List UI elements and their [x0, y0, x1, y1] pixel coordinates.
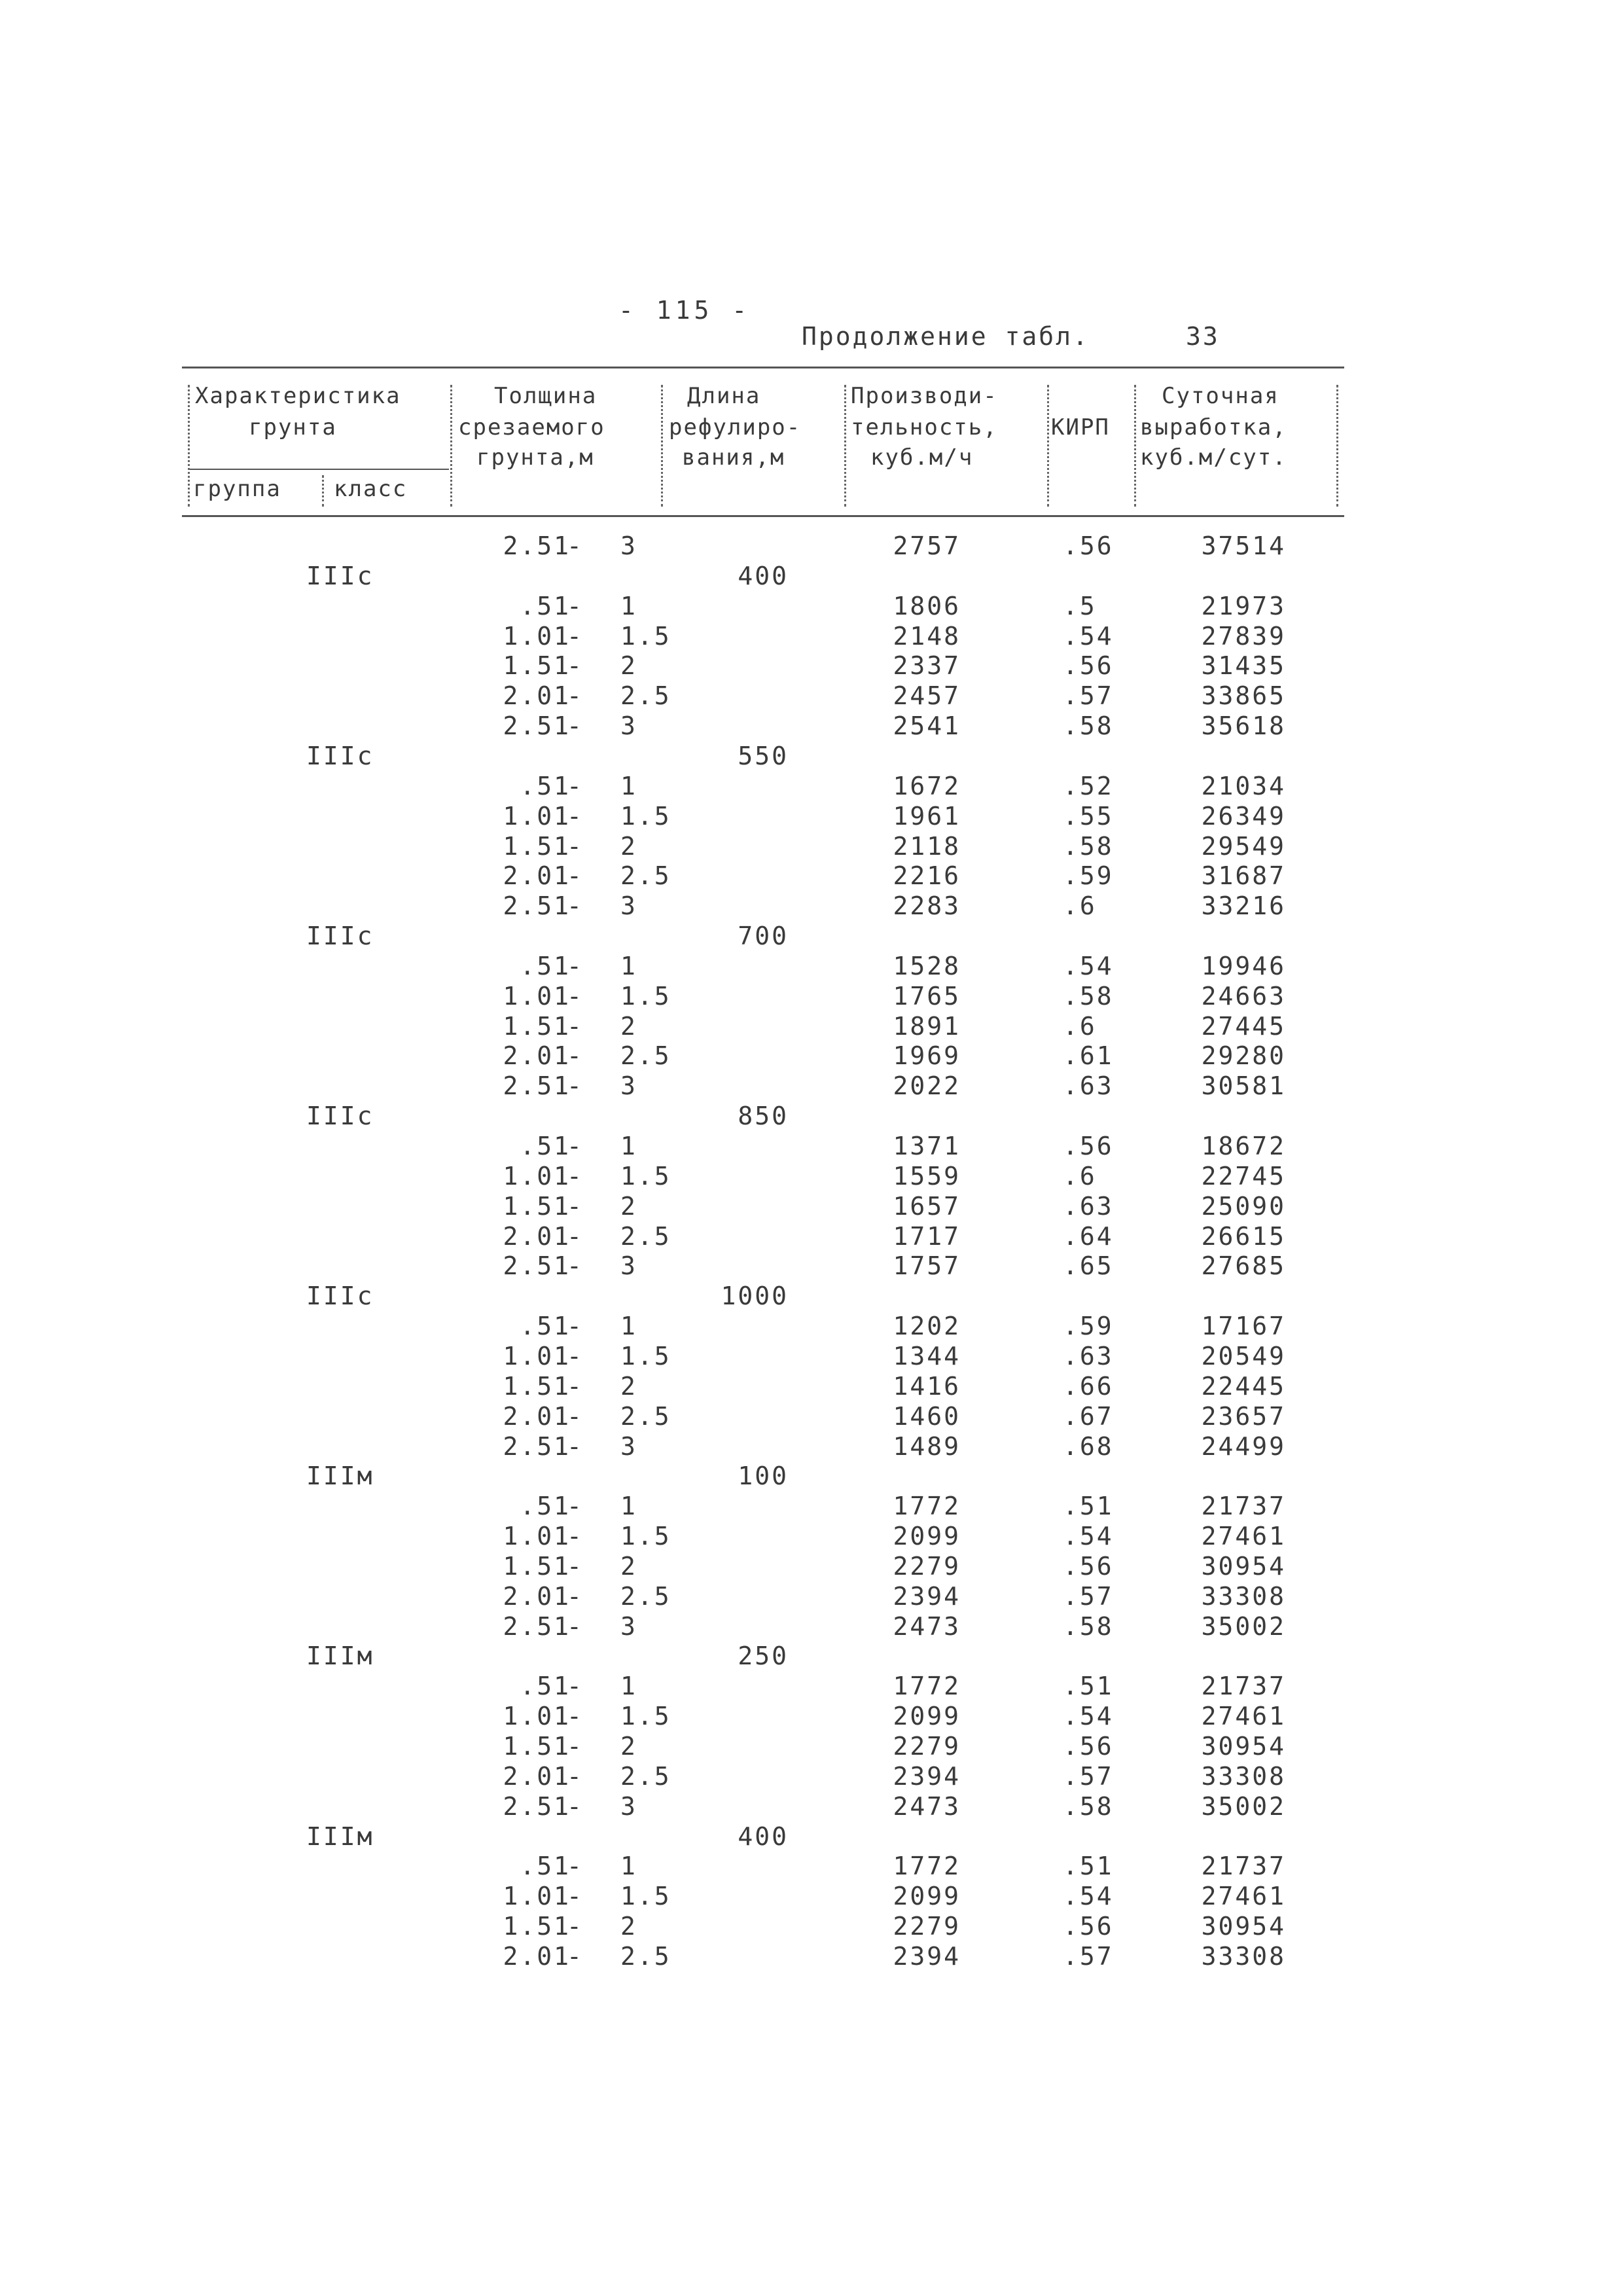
thickness-from: .51: [520, 1672, 571, 1700]
daily-output-value: 22745: [1201, 1162, 1286, 1191]
thickness-from: 1.51: [503, 1012, 571, 1041]
daily-output-value: 33216: [1201, 891, 1286, 920]
dredging-length: 850: [738, 1102, 789, 1130]
thickness-to: 3: [620, 1432, 637, 1461]
range-dash: -: [567, 1762, 584, 1791]
kirp-value: .56: [1063, 651, 1114, 680]
kirp-value: .63: [1063, 1071, 1114, 1100]
soil-class: IIIм: [306, 1462, 374, 1490]
thickness-from: 1.51: [503, 1552, 571, 1581]
kirp-value: .54: [1063, 622, 1114, 651]
daily-output-value: 27461: [1201, 1702, 1286, 1731]
kirp-value: .52: [1063, 772, 1114, 800]
range-dash: -: [567, 1132, 584, 1160]
thickness-to: 3: [620, 1071, 637, 1100]
thickness-from: 1.51: [503, 1912, 571, 1941]
header-thickness-line2: срезаемого: [458, 414, 605, 440]
daily-output-value: 27685: [1201, 1251, 1286, 1280]
kirp-value: .56: [1063, 1732, 1114, 1761]
header-productivity-line1: Производи-: [851, 383, 998, 409]
productivity-value: 2216: [893, 861, 961, 890]
productivity-value: 2394: [893, 1582, 961, 1611]
soil-class: IIIc: [306, 1102, 374, 1130]
thickness-from: 2.51: [503, 891, 571, 920]
range-dash: -: [567, 651, 584, 680]
kirp-value: .6: [1063, 891, 1097, 920]
thickness-from: 1.01: [503, 1162, 571, 1191]
daily-output-value: 29549: [1201, 832, 1286, 861]
kirp-value: .66: [1063, 1372, 1114, 1401]
kirp-value: .5: [1063, 592, 1097, 620]
daily-output-value: 31435: [1201, 651, 1286, 680]
productivity-value: 1202: [893, 1312, 961, 1340]
kirp-value: .55: [1063, 802, 1114, 831]
range-dash: -: [567, 1942, 584, 1971]
range-dash: -: [567, 1852, 584, 1880]
header-daily-line1: Суточная: [1162, 383, 1279, 409]
thickness-to: 1.5: [620, 982, 671, 1011]
productivity-value: 1416: [893, 1372, 961, 1401]
thickness-from: 2.51: [503, 711, 571, 740]
header-daily-line2: выработка,: [1140, 414, 1287, 440]
thickness-to: 3: [620, 531, 637, 560]
thickness-to: 2: [620, 1912, 637, 1941]
thickness-to: 2.5: [620, 1041, 671, 1070]
thickness-from: 1.51: [503, 1732, 571, 1761]
range-dash: -: [567, 1192, 584, 1221]
daily-output-value: 26349: [1201, 802, 1286, 831]
kirp-value: .56: [1063, 1912, 1114, 1941]
thickness-to: 1: [620, 1852, 637, 1880]
range-dash: -: [567, 861, 584, 890]
kirp-value: .51: [1063, 1672, 1114, 1700]
daily-output-value: 21973: [1201, 592, 1286, 620]
daily-output-value: 20549: [1201, 1342, 1286, 1371]
dredging-length: 100: [738, 1462, 789, 1490]
dredging-length: 400: [738, 1822, 789, 1851]
range-dash: -: [567, 1882, 584, 1910]
thickness-to: 3: [620, 1251, 637, 1280]
productivity-value: 2394: [893, 1942, 961, 1971]
daily-output-value: 33308: [1201, 1762, 1286, 1791]
productivity-value: 2394: [893, 1762, 961, 1791]
daily-output-value: 33308: [1201, 1582, 1286, 1611]
thickness-to: 2: [620, 651, 637, 680]
daily-output-value: 30581: [1201, 1071, 1286, 1100]
productivity-value: 2283: [893, 891, 961, 920]
header-length-line3: вания,м: [682, 444, 785, 471]
thickness-to: 2: [620, 1732, 637, 1761]
thickness-from: 1.01: [503, 982, 571, 1011]
kirp-value: .68: [1063, 1432, 1114, 1461]
range-dash: -: [567, 1552, 584, 1581]
thickness-to: 2.5: [620, 1942, 671, 1971]
continuation-label: Продолжение табл.: [802, 322, 1090, 351]
header-thickness-line3: грунта,м: [476, 444, 594, 471]
thickness-to: 1.5: [620, 1702, 671, 1731]
header-daily-line3: куб.м/сут.: [1140, 444, 1287, 471]
thickness-from: 2.51: [503, 531, 571, 560]
thickness-from: 1.51: [503, 832, 571, 861]
daily-output-value: 23657: [1201, 1402, 1286, 1431]
header-length-line2: рефулиро-: [669, 414, 802, 440]
thickness-to: 3: [620, 1612, 637, 1641]
thickness-from: 2.51: [503, 1251, 571, 1280]
kirp-value: .54: [1063, 952, 1114, 980]
kirp-value: .58: [1063, 1792, 1114, 1821]
daily-output-value: 21737: [1201, 1672, 1286, 1700]
thickness-to: 1.5: [620, 1882, 671, 1910]
daily-output-value: 26615: [1201, 1222, 1286, 1251]
kirp-value: .6: [1063, 1012, 1097, 1041]
range-dash: -: [567, 1432, 584, 1461]
range-dash: -: [567, 891, 584, 920]
kirp-value: .54: [1063, 1702, 1114, 1731]
daily-output-value: 27445: [1201, 1012, 1286, 1041]
range-dash: -: [567, 1702, 584, 1731]
dredging-length: 1000: [721, 1282, 789, 1310]
thickness-from: 2.01: [503, 681, 571, 710]
thickness-from: 2.51: [503, 1071, 571, 1100]
productivity-value: 1460: [893, 1402, 961, 1431]
range-dash: -: [567, 1912, 584, 1941]
daily-output-value: 25090: [1201, 1192, 1286, 1221]
thickness-from: .51: [520, 1312, 571, 1340]
range-dash: -: [567, 1732, 584, 1761]
range-dash: -: [567, 1612, 584, 1641]
daily-output-value: 21737: [1201, 1492, 1286, 1520]
kirp-value: .58: [1063, 711, 1114, 740]
kirp-value: .57: [1063, 1942, 1114, 1971]
productivity-value: 2473: [893, 1612, 961, 1641]
thickness-from: 1.01: [503, 1522, 571, 1551]
thickness-to: 3: [620, 1792, 637, 1821]
productivity-value: 1961: [893, 802, 961, 831]
thickness-from: .51: [520, 1492, 571, 1520]
thickness-to: 2.5: [620, 1762, 671, 1791]
thickness-to: 1: [620, 1132, 637, 1160]
soil-class: IIIc: [306, 1282, 374, 1310]
thickness-from: .51: [520, 1852, 571, 1880]
range-dash: -: [567, 1672, 584, 1700]
range-dash: -: [567, 1222, 584, 1251]
kirp-value: .63: [1063, 1342, 1114, 1371]
header-group: группа: [193, 476, 281, 502]
range-dash: -: [567, 982, 584, 1011]
productivity-value: 1489: [893, 1432, 961, 1461]
productivity-value: 1969: [893, 1041, 961, 1070]
thickness-to: 2: [620, 1192, 637, 1221]
header-soil-line1: Характеристика: [195, 383, 401, 409]
productivity-value: 2757: [893, 531, 961, 560]
kirp-value: .57: [1063, 1762, 1114, 1791]
kirp-value: .64: [1063, 1222, 1114, 1251]
kirp-value: .51: [1063, 1492, 1114, 1520]
thickness-to: 1.5: [620, 802, 671, 831]
range-dash: -: [567, 592, 584, 620]
productivity-value: 1757: [893, 1251, 961, 1280]
kirp-value: .54: [1063, 1882, 1114, 1910]
thickness-from: 1.01: [503, 622, 571, 651]
thickness-to: 1.5: [620, 622, 671, 651]
kirp-value: .58: [1063, 832, 1114, 861]
daily-output-value: 29280: [1201, 1041, 1286, 1070]
daily-output-value: 27839: [1201, 622, 1286, 651]
thickness-from: 2.01: [503, 1582, 571, 1611]
header-length-line1: Длина: [687, 383, 761, 409]
productivity-value: 1772: [893, 1852, 961, 1880]
kirp-value: .57: [1063, 681, 1114, 710]
soil-class: IIIc: [306, 922, 374, 950]
header-kirp: КИРП: [1051, 414, 1110, 440]
thickness-from: 1.01: [503, 1882, 571, 1910]
thickness-to: 1: [620, 952, 637, 980]
productivity-value: 2457: [893, 681, 961, 710]
header-class: класс: [334, 476, 408, 502]
thickness-from: .51: [520, 1132, 571, 1160]
daily-output-value: 30954: [1201, 1732, 1286, 1761]
daily-output-value: 30954: [1201, 1912, 1286, 1941]
thickness-from: 1.01: [503, 1702, 571, 1731]
thickness-to: 2: [620, 1012, 637, 1041]
thickness-from: 1.51: [503, 1372, 571, 1401]
thickness-to: 1.5: [620, 1162, 671, 1191]
thickness-to: 1: [620, 1672, 637, 1700]
productivity-value: 2118: [893, 832, 961, 861]
range-dash: -: [567, 1492, 584, 1520]
dredging-length: 550: [738, 742, 789, 770]
productivity-value: 1344: [893, 1342, 961, 1371]
productivity-value: 2022: [893, 1071, 961, 1100]
range-dash: -: [567, 952, 584, 980]
range-dash: -: [567, 1522, 584, 1551]
daily-output-value: 37514: [1201, 531, 1286, 560]
thickness-from: 2.01: [503, 861, 571, 890]
header-soil-line2: грунта: [249, 414, 337, 440]
thickness-to: 2.5: [620, 861, 671, 890]
range-dash: -: [567, 1162, 584, 1191]
productivity-value: 1672: [893, 772, 961, 800]
soil-class: IIIм: [306, 1641, 374, 1670]
daily-output-value: 19946: [1201, 952, 1286, 980]
thickness-from: .51: [520, 952, 571, 980]
range-dash: -: [567, 1792, 584, 1821]
productivity-value: 1717: [893, 1222, 961, 1251]
thickness-from: 2.01: [503, 1942, 571, 1971]
kirp-value: .61: [1063, 1041, 1114, 1070]
productivity-value: 1657: [893, 1192, 961, 1221]
soil-class: IIIм: [306, 1822, 374, 1851]
thickness-to: 2.5: [620, 1582, 671, 1611]
productivity-value: 1891: [893, 1012, 961, 1041]
productivity-value: 1765: [893, 982, 961, 1011]
dredging-length: 250: [738, 1641, 789, 1670]
range-dash: -: [567, 1372, 584, 1401]
daily-output-value: 21737: [1201, 1852, 1286, 1880]
productivity-value: 1772: [893, 1492, 961, 1520]
kirp-value: .54: [1063, 1522, 1114, 1551]
thickness-to: 3: [620, 891, 637, 920]
range-dash: -: [567, 1582, 584, 1611]
range-dash: -: [567, 622, 584, 651]
kirp-value: .59: [1063, 1312, 1114, 1340]
daily-output-value: 24663: [1201, 982, 1286, 1011]
productivity-value: 2279: [893, 1732, 961, 1761]
thickness-from: 1.51: [503, 1192, 571, 1221]
range-dash: -: [567, 1251, 584, 1280]
thickness-from: 1.51: [503, 651, 571, 680]
daily-output-value: 31687: [1201, 861, 1286, 890]
soil-class: IIIc: [306, 742, 374, 770]
thickness-from: 2.51: [503, 1432, 571, 1461]
kirp-value: .56: [1063, 531, 1114, 560]
productivity-value: 1528: [893, 952, 961, 980]
productivity-value: 2099: [893, 1522, 961, 1551]
thickness-to: 3: [620, 711, 637, 740]
thickness-to: 1: [620, 772, 637, 800]
daily-output-value: 27461: [1201, 1522, 1286, 1551]
range-dash: -: [567, 1012, 584, 1041]
range-dash: -: [567, 1071, 584, 1100]
productivity-value: 1772: [893, 1672, 961, 1700]
kirp-value: .65: [1063, 1251, 1114, 1280]
daily-output-value: 22445: [1201, 1372, 1286, 1401]
kirp-value: .56: [1063, 1132, 1114, 1160]
kirp-value: .51: [1063, 1852, 1114, 1880]
thickness-to: 2: [620, 1372, 637, 1401]
daily-output-value: 24499: [1201, 1432, 1286, 1461]
kirp-value: .58: [1063, 1612, 1114, 1641]
daily-output-value: 27461: [1201, 1882, 1286, 1910]
kirp-value: .58: [1063, 982, 1114, 1011]
daily-output-value: 35618: [1201, 711, 1286, 740]
daily-output-value: 35002: [1201, 1792, 1286, 1821]
thickness-to: 1: [620, 1492, 637, 1520]
thickness-from: 1.01: [503, 802, 571, 831]
range-dash: -: [567, 802, 584, 831]
range-dash: -: [567, 531, 584, 560]
thickness-to: 2: [620, 832, 637, 861]
productivity-value: 1806: [893, 592, 961, 620]
productivity-value: 2279: [893, 1912, 961, 1941]
kirp-value: .63: [1063, 1192, 1114, 1221]
dredging-length: 400: [738, 562, 789, 590]
daily-output-value: 35002: [1201, 1612, 1286, 1641]
dredging-length: 700: [738, 922, 789, 950]
thickness-from: 2.51: [503, 1612, 571, 1641]
thickness-from: .51: [520, 592, 571, 620]
daily-output-value: 30954: [1201, 1552, 1286, 1581]
thickness-from: 2.01: [503, 1762, 571, 1791]
header-thickness-line1: Толщина: [494, 383, 597, 409]
range-dash: -: [567, 711, 584, 740]
productivity-value: 2148: [893, 622, 961, 651]
thickness-from: 2.51: [503, 1792, 571, 1821]
thickness-from: 2.01: [503, 1041, 571, 1070]
thickness-to: 2.5: [620, 1402, 671, 1431]
productivity-value: 1559: [893, 1162, 961, 1191]
thickness-to: 1.5: [620, 1342, 671, 1371]
header-productivity-line2: тельность,: [851, 414, 998, 440]
range-dash: -: [567, 1402, 584, 1431]
soil-class: IIIc: [306, 562, 374, 590]
kirp-value: .59: [1063, 861, 1114, 890]
thickness-from: .51: [520, 772, 571, 800]
daily-output-value: 21034: [1201, 772, 1286, 800]
thickness-to: 2: [620, 1552, 637, 1581]
productivity-value: 2099: [893, 1702, 961, 1731]
daily-output-value: 18672: [1201, 1132, 1286, 1160]
thickness-from: 1.01: [503, 1342, 571, 1371]
productivity-value: 2337: [893, 651, 961, 680]
productivity-value: 2541: [893, 711, 961, 740]
range-dash: -: [567, 772, 584, 800]
thickness-to: 1: [620, 1312, 637, 1340]
header-productivity-line3: куб.м/ч: [870, 444, 974, 471]
thickness-from: 2.01: [503, 1222, 571, 1251]
productivity-value: 1371: [893, 1132, 961, 1160]
productivity-value: 2279: [893, 1552, 961, 1581]
thickness-to: 1.5: [620, 1522, 671, 1551]
kirp-value: .56: [1063, 1552, 1114, 1581]
productivity-value: 2099: [893, 1882, 961, 1910]
thickness-to: 2.5: [620, 1222, 671, 1251]
range-dash: -: [567, 1342, 584, 1371]
thickness-from: 2.01: [503, 1402, 571, 1431]
daily-output-value: 33865: [1201, 681, 1286, 710]
range-dash: -: [567, 1041, 584, 1070]
kirp-value: .6: [1063, 1162, 1097, 1191]
kirp-value: .57: [1063, 1582, 1114, 1611]
range-dash: -: [567, 832, 584, 861]
range-dash: -: [567, 681, 584, 710]
range-dash: -: [567, 1312, 584, 1340]
thickness-to: 2.5: [620, 681, 671, 710]
page-number: - 115 -: [618, 296, 751, 325]
daily-output-value: 17167: [1201, 1312, 1286, 1340]
table-number: 33: [1186, 322, 1220, 351]
daily-output-value: 33308: [1201, 1942, 1286, 1971]
kirp-value: .67: [1063, 1402, 1114, 1431]
productivity-value: 2473: [893, 1792, 961, 1821]
thickness-to: 1: [620, 592, 637, 620]
